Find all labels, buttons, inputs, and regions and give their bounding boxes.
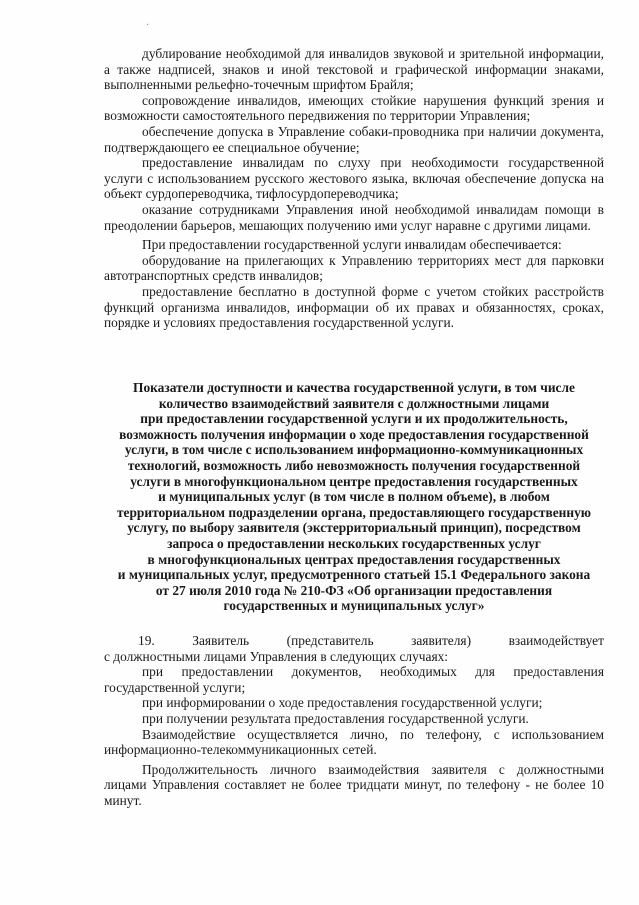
item-word: заявителя) [411, 633, 472, 648]
item-19-first-line [104, 633, 604, 649]
paragraph: обеспечение допуска в Управление собаки-проводника при наличии документа, подтверждающего ее специальное обучение; [104, 123, 604, 155]
paragraph: сопровождение инвалидов, имеющих стойкие нарушения функций зрения и возможности самостоятельного передвижения по территории Управления; [104, 92, 604, 124]
paragraph: предоставление инвалидам по слуху при необходимости государственной услуги с использованием русского жестового языка, включая обеспечение допуска на объект сурдопереводчика, тифлосурдопереводчика; [104, 155, 604, 202]
section-heading [104, 380, 604, 614]
heading-line: услуги, в том числе с использованием информационно-коммуникационных [124, 442, 584, 458]
heading-line: при предоставлении государственной услуги и их продолжительность, [140, 411, 568, 427]
item-number: 19. [138, 633, 155, 648]
paragraph: оказание сотрудниками Управления иной необходимой инвалидам помощи в преодолении барьеров, мешающих получению ими услуг наравне с другими лицами. [104, 201, 604, 233]
paragraph: при предоставлении документов, необходимых для предоставления государственной услуги; [104, 664, 604, 695]
paragraph: при получении результата предоставления государственной услуги. [142, 710, 529, 726]
heading-line: территориальном подразделении органа, предоставляющего государственную [116, 504, 592, 520]
heading-line: запроса о предоставлении нескольких государственных услуг [167, 535, 541, 551]
item-word: Заявитель [192, 633, 250, 648]
paragraph: Продолжительность личного взаимодействия заявителя с должностными лицами Управления составляет не более тридцати минут, по телефону - не более 10 минут. [104, 761, 604, 808]
paragraph: с должностными лицами Управления в следующих случаях: [104, 648, 449, 664]
heading-line: и муниципальных услуг (в том числе в полном объеме), в любом [158, 489, 550, 505]
accessibility-measures-block [104, 46, 604, 331]
heading-line: услугу, по выбору заявителя (экстерриториальный принцип), посредством [127, 520, 581, 536]
paragraph: оборудование на прилегающих к Управлению территориях мест для парковки автотранспортных средств инвалидов; [104, 252, 604, 284]
paragraph: Взаимодействие осуществляется лично, по телефону, с использованием информационно-телекоммуникационных сетей. [104, 726, 604, 758]
item-word: (представитель [286, 633, 374, 648]
paragraph: При предоставлении государственной услуги инвалидам обеспечивается: [142, 237, 562, 253]
heading-line: государственных и муниципальных услуг» [223, 598, 485, 614]
scan-speck: · [146, 20, 150, 31]
item-19-block [104, 633, 604, 809]
paragraph: дублирование необходимой для инвалидов звуковой и зрительной информации, а также надписей, знаков и иной текстовой и графической информации знаками, выполненными рельефно-точечным шрифтом Брайля; [104, 46, 604, 93]
heading-line: возможность получения информации о ходе предоставления государственной [119, 426, 589, 442]
paragraph: при информировании о ходе предоставления государственной услуги; [142, 695, 543, 711]
heading-line: количество взаимодействий заявителя с должностными лицами [158, 395, 550, 411]
heading-line: от 27 июля 2010 года № 210-ФЗ «Об организации предоставления [155, 582, 553, 598]
heading-line: Показатели доступности и качества государственной услуги, в том числе [133, 380, 575, 395]
heading-line: в многофункциональных центрах предоставления государственных [147, 551, 561, 567]
paragraph: предоставление бесплатно в доступной форме с учетом стойких расстройств функций организма инвалидов, информации об их правах и обязанностях, сроках, порядке и условиях предоставления государственной услуги. [104, 283, 604, 331]
heading-line: технологий, возможность либо невозможность получения государственной [127, 457, 581, 473]
heading-line: услуги в многофункциональном центре предоставления государственных [130, 473, 578, 489]
heading-line: и муниципальных услуг, предусмотренного статьей 15.1 Федерального закона [117, 567, 591, 583]
item-word: взаимодействует [508, 633, 604, 648]
